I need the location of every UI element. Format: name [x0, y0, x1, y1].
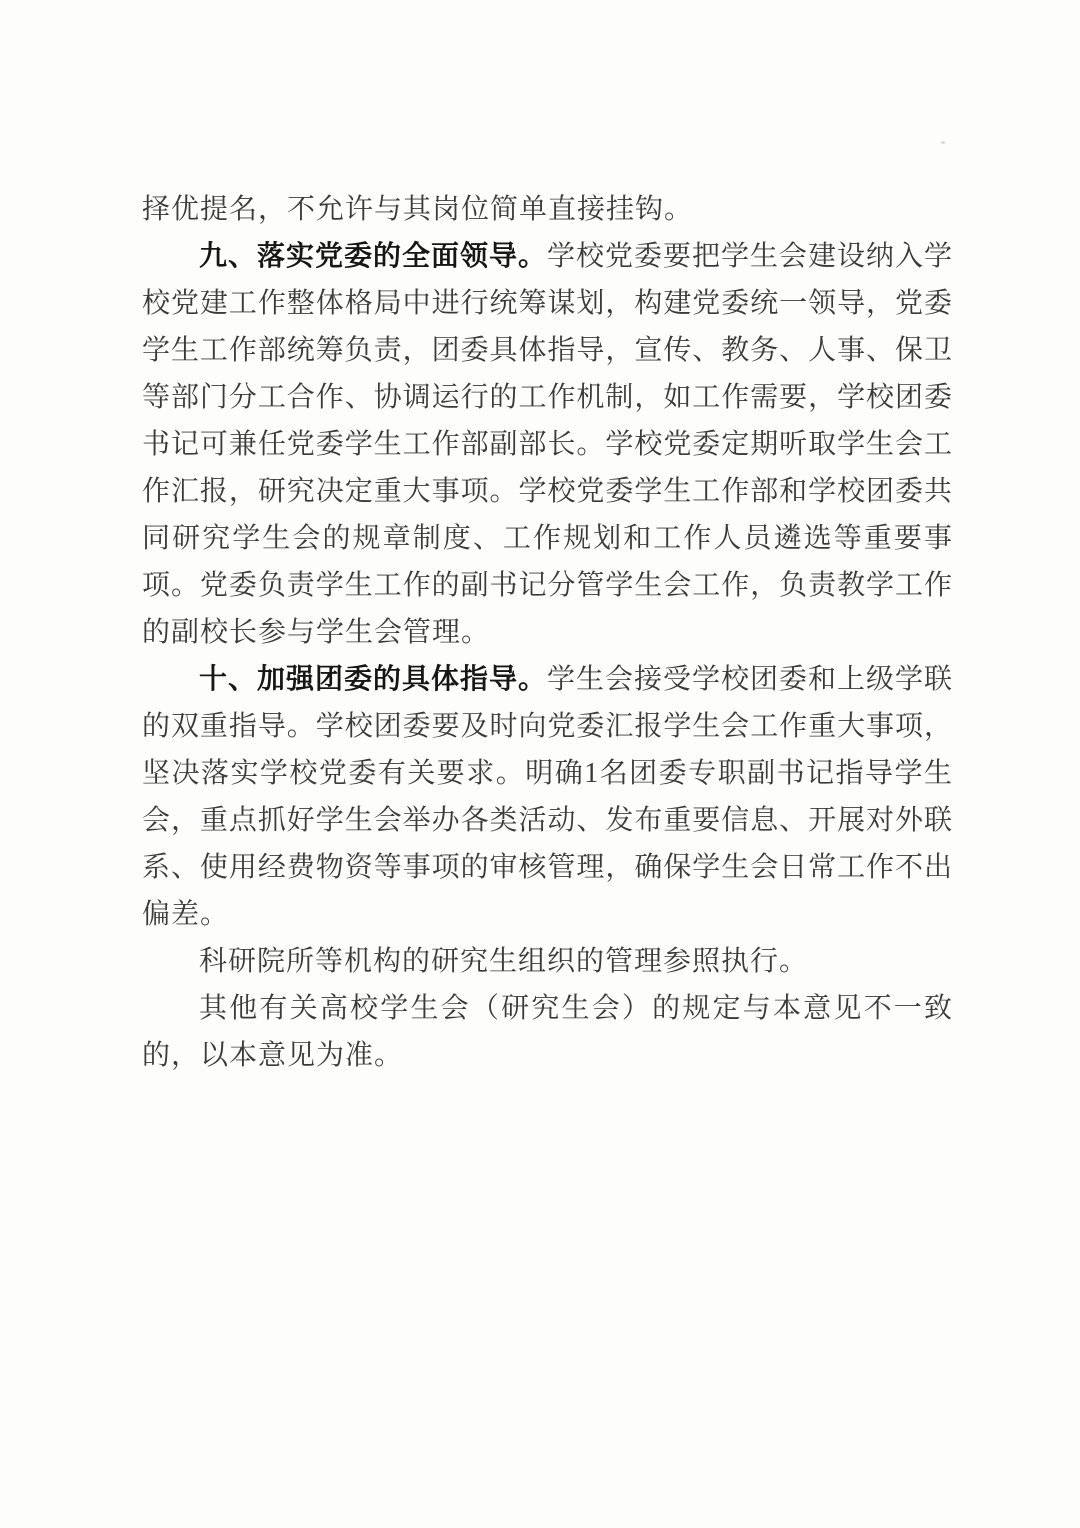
- text-line: [142, 656, 952, 703]
- text-segment: 坚决落实学校党委有关要求。明确1名团委专职副书记指导学生: [142, 758, 952, 789]
- text-segment: 择优提名，不允许与其岗位简单直接挂钩。: [142, 194, 694, 225]
- document-text: [142, 186, 952, 1079]
- text-segment: 同研究学生会的规章制度、工作规划和工作人员遴选等重要事: [142, 523, 952, 554]
- text-segment: 等部门分工合作、协调运行的工作机制，如工作需要，学校团委: [142, 382, 952, 413]
- text-segment: 系、使用经费物资等事项的审核管理，确保学生会日常工作不出: [142, 852, 952, 883]
- text-line: [142, 609, 952, 656]
- text-segment: 的，以本意见为准。: [142, 1040, 404, 1071]
- text-segment: 校党建工作整体格局中进行统筹谋划，构建党委统一领导，党委: [142, 288, 952, 319]
- text-segment: 项。党委负责学生工作的副书记分管学生会工作，负责教学工作: [142, 570, 952, 601]
- text-line: [142, 891, 952, 938]
- text-segment: 作汇报，研究决定重大事项。学校党委学生工作部和学校团委共: [142, 476, 952, 507]
- text-line: [142, 327, 952, 374]
- text-line: [142, 562, 952, 609]
- text-line: [142, 421, 952, 468]
- text-segment: 学生工作部统筹负责，团委具体指导，宣传、教务、人事、保卫: [142, 335, 952, 366]
- text-segment: 会，重点抓好学生会举办各类活动、发布重要信息、开展对外联: [142, 805, 952, 836]
- section-heading: 十、加强团委的具体指导。: [199, 664, 547, 695]
- text-segment: 其他有关高校学生会（研究生会）的规定与本意见不一致: [199, 993, 952, 1024]
- section-heading: 九、落实党委的全面领导。: [199, 241, 547, 272]
- text-line: [142, 515, 952, 562]
- text-line: [142, 844, 952, 891]
- text-segment: 学校党委要把学生会建设纳入学: [547, 241, 952, 272]
- text-line: [142, 374, 952, 421]
- text-line: [142, 703, 952, 750]
- text-segment: 科研院所等机构的研究生组织的管理参照执行。: [199, 946, 809, 977]
- text-segment: 偏差。: [142, 899, 230, 930]
- text-line: [142, 797, 952, 844]
- text-line: [142, 186, 952, 233]
- text-line: [142, 280, 952, 327]
- text-line: [142, 233, 952, 280]
- text-line: [142, 750, 952, 797]
- text-line: [142, 468, 952, 515]
- text-line: [142, 985, 952, 1032]
- text-segment: 书记可兼任党委学生工作部副部长。学校党委定期听取学生会工: [142, 429, 952, 460]
- text-line: [142, 938, 952, 985]
- text-segment: 的副校长参与学生会管理。: [142, 617, 491, 648]
- scan-speck: [941, 141, 945, 144]
- text-line: [142, 1032, 952, 1079]
- text-segment: 学生会接受学校团委和上级学联: [547, 664, 952, 695]
- text-segment: 的双重指导。学校团委要及时向党委汇报学生会工作重大事项，: [142, 711, 952, 742]
